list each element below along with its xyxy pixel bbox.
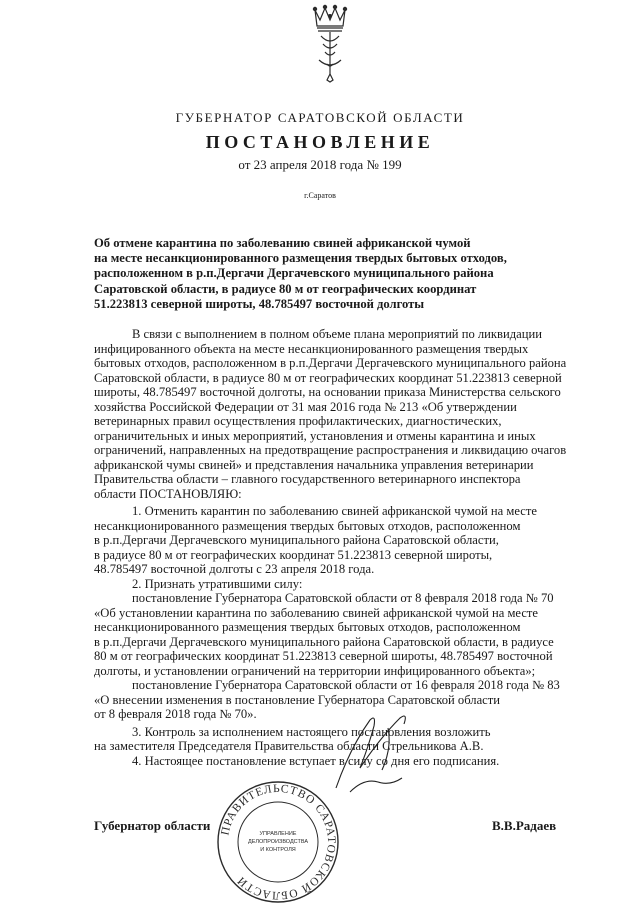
subject-line: Об отмене карантина по заболеванию свиней африканской чумой [94, 236, 471, 250]
subject-line: 51.223813 северной широты, 48.785497 восточной долготы [94, 296, 425, 311]
body-line: «О внесении изменения в постановление Губернатора Саратовской области [94, 692, 501, 707]
body-line: ветеринарных правил осуществления профилактических, диагностических, [94, 414, 502, 428]
governor-title: ГУБЕРНАТОР САРАТОВСКОЙ ОБЛАСТИ [175, 110, 465, 125]
signatory-role: Губернатор области [94, 818, 211, 833]
body-line: постановление Губернатора Саратовской области от 8 февраля 2018 года № 70 [132, 591, 554, 605]
subject-line: расположенном в р.п.Дергачи Дергачевского муниципального района [94, 266, 494, 281]
body-line: бытовых отходов, расположенном в р.п.Дергачи Дергачевского муниципального района [94, 356, 567, 370]
seal-center-line: ДЕЛОПРОИЗВОДСТВА [247, 839, 309, 845]
body-line: ограничений, направленных на предотвращение распространения и ликвидацию очагов [94, 443, 567, 457]
body-line: несанкционированного размещения твердых бытовых отходов, расположенном [94, 518, 521, 533]
body-line: постановление Губернатора Саратовской области от 16 февраля 2018 года № 83 [132, 678, 560, 692]
subject-line: Саратовской области, в радиусе 80 м от географических координат [94, 281, 477, 296]
document-date-number: от 23 апреля 2018 года № 199 [238, 157, 402, 172]
body-line: Саратовской области, в радиусе 80 м от географических координат 51.223813 северной [94, 370, 562, 385]
body-line: в радиусе 80 м от географических координат 51.223813 северной широты, [94, 547, 493, 562]
subject-line: на месте несанкционированного размещения твердых бытовых отходов, [94, 251, 507, 266]
body-line: 4. Настоящее постановление вступает в силу со дня его подписания. [132, 753, 500, 768]
body-line: 1. Отменить карантин по заболеванию свиней африканской чумой на месте [132, 504, 537, 518]
body-line: несанкционированного размещения твердых бытовых отходов, расположенном [94, 620, 521, 634]
body-line: 48.785497 восточной долготы с 23 апреля 2018 года. [94, 562, 375, 576]
document-city: г.Саратов [304, 191, 336, 200]
body-line: 80 м от географических координат 51.223813 северной широты, 48.785497 восточной [94, 649, 553, 663]
body-line: долготы, и установлении ограничений на территории инфицированного объекта»; [94, 663, 536, 678]
seal-center-line: И КОНТРОЛЯ [260, 847, 296, 853]
official-seal [214, 780, 342, 904]
body-line: Правительства области – главного государственного ветеринарного инспектора [94, 472, 521, 486]
body-line: в р.п.Дергачи Дергачевского муниципального района Саратовской области, в радиусе [94, 634, 554, 649]
seal-center-line: УПРАВЛЕНИЕ [259, 831, 297, 837]
body-line: В связи с выполнением в полном объеме плана мероприятий по ликвидации [132, 327, 542, 341]
body-line: хозяйства Российской Федерации от 31 мая 2016 года № 213 «Об утверждении [94, 399, 517, 414]
handwritten-signature [330, 708, 430, 798]
body-line: инфицированного объекта на месте несанкционированного размещения твердых [94, 341, 529, 356]
signatory-name: В.В.Радаев [492, 818, 557, 833]
document-type: ПОСТАНОВЛЕНИЕ [205, 132, 435, 152]
body-line: 2. Признать утратившими силу: [132, 576, 303, 591]
body-line: «Об установлении карантина по заболеванию свиней африканской чумой на месте [94, 605, 539, 620]
body-line: широты, 48.785497 восточной долготы, на основании приказа Министерства сельского [94, 385, 561, 399]
seal-ring-text: ПРАВИТЕЛЬСТВО САРАТОВСКОЙ ОБЛАСТИ [219, 782, 338, 902]
body-line: ограничительных и иных мероприятий, установления и отмены карантина и иных [94, 428, 536, 443]
body-line: области ПОСТАНОВЛЯЮ: [94, 486, 242, 501]
body-line: от 8 февраля 2018 года № 70». [94, 707, 257, 721]
body-line: 3. Контроль за исполнением настоящего постановления возложить [132, 724, 491, 739]
document-subject [94, 236, 556, 312]
coat-of-arms-emblem [305, 4, 355, 84]
body-line: в р.п.Дергачи Дергачевского муниципального района Саратовской области, [94, 533, 499, 547]
body-line: африканской чумы свиней» и представления начальника управления ветеринарии [94, 457, 534, 472]
document-body [94, 327, 576, 768]
body-line: на заместителя Председателя Правительства области Стрельникова А.В. [94, 739, 484, 753]
